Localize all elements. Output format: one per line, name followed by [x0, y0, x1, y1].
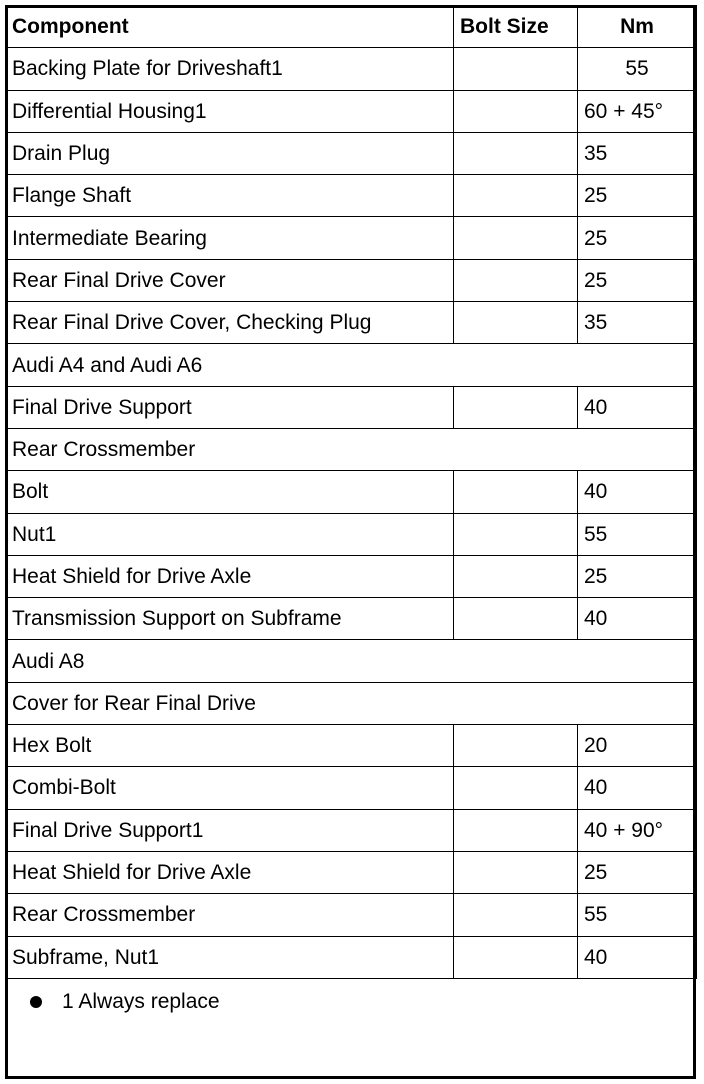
cell-component: Final Drive Support — [6, 386, 454, 428]
table-row — [6, 809, 697, 851]
cell-bolt-size — [454, 513, 578, 555]
cell-nm: 25 — [578, 217, 697, 259]
cell-component: Bolt — [6, 471, 454, 513]
cell-nm: 35 — [578, 302, 697, 344]
cell-nm: 40 — [578, 471, 697, 513]
section-row — [6, 428, 697, 470]
table-row — [6, 894, 697, 936]
cell-bolt-size — [454, 175, 578, 217]
cell-bolt-size — [454, 386, 578, 428]
cell-component: Rear Final Drive Cover — [6, 259, 454, 301]
cell-nm: 55 — [578, 894, 697, 936]
cell-bolt-size — [454, 936, 578, 978]
table-row — [6, 513, 697, 555]
cell-component: Heat Shield for Drive Axle — [6, 555, 454, 597]
cell-component: Combi-Bolt — [6, 767, 454, 809]
table-row — [6, 936, 697, 978]
torque-spec-table — [5, 5, 697, 979]
table-row — [6, 555, 697, 597]
cell-bolt-size — [454, 48, 578, 90]
cell-bolt-size — [454, 132, 578, 174]
cell-component: Final Drive Support1 — [6, 809, 454, 851]
section-row — [6, 640, 697, 682]
cell-nm: 25 — [578, 555, 697, 597]
table-row — [6, 90, 697, 132]
table-row — [6, 851, 697, 893]
table-row — [6, 725, 697, 767]
cell-bolt-size — [454, 851, 578, 893]
cell-nm: 25 — [578, 175, 697, 217]
cell-component: Rear Final Drive Cover, Checking Plug — [6, 302, 454, 344]
section-row — [6, 682, 697, 724]
section-title: Cover for Rear Final Drive — [6, 682, 697, 724]
cell-nm: 55 — [578, 513, 697, 555]
cell-component: Intermediate Bearing — [6, 217, 454, 259]
cell-nm: 25 — [578, 851, 697, 893]
cell-bolt-size — [454, 90, 578, 132]
cell-bolt-size — [454, 471, 578, 513]
table-row — [6, 302, 697, 344]
table-row — [6, 259, 697, 301]
cell-nm: 40 — [578, 936, 697, 978]
cell-bolt-size — [454, 259, 578, 301]
section-title: Audi A4 and Audi A6 — [6, 344, 697, 386]
cell-nm: 40 — [578, 386, 697, 428]
table-row — [6, 598, 697, 640]
cell-nm: 55 — [578, 48, 697, 90]
cell-nm: 40 — [578, 767, 697, 809]
cell-nm: 60 + 45° — [578, 90, 697, 132]
cell-component: Backing Plate for Driveshaft1 — [6, 48, 454, 90]
table-row — [6, 175, 697, 217]
header-component: Component — [6, 6, 454, 48]
table-row — [6, 217, 697, 259]
cell-bolt-size — [454, 555, 578, 597]
footnote-text: 1 Always replace — [62, 990, 220, 1013]
bullet-icon — [30, 996, 42, 1008]
cell-bolt-size — [454, 767, 578, 809]
table-body — [6, 48, 697, 979]
section-row — [6, 344, 697, 386]
cell-bolt-size — [454, 217, 578, 259]
table-row — [6, 48, 697, 90]
cell-bolt-size — [454, 725, 578, 767]
cell-bolt-size — [454, 598, 578, 640]
cell-component: Hex Bolt — [6, 725, 454, 767]
cell-bolt-size — [454, 302, 578, 344]
cell-bolt-size — [454, 894, 578, 936]
table-row — [6, 132, 697, 174]
table-row — [6, 386, 697, 428]
header-bolt-size: Bolt Size — [454, 6, 578, 48]
cell-nm: 40 + 90° — [578, 809, 697, 851]
footnote — [30, 990, 220, 1014]
cell-component: Nut1 — [6, 513, 454, 555]
cell-component: Differential Housing1 — [6, 90, 454, 132]
cell-bolt-size — [454, 809, 578, 851]
cell-component: Heat Shield for Drive Axle — [6, 851, 454, 893]
cell-component: Rear Crossmember — [6, 894, 454, 936]
table-header-row — [6, 6, 697, 48]
cell-component: Subframe, Nut1 — [6, 936, 454, 978]
cell-nm: 20 — [578, 725, 697, 767]
section-title: Audi A8 — [6, 640, 697, 682]
cell-nm: 35 — [578, 132, 697, 174]
cell-nm: 40 — [578, 598, 697, 640]
cell-component: Flange Shaft — [6, 175, 454, 217]
cell-component: Transmission Support on Subframe — [6, 598, 454, 640]
header-nm: Nm — [578, 6, 697, 48]
table-row — [6, 767, 697, 809]
cell-nm: 25 — [578, 259, 697, 301]
table-row — [6, 471, 697, 513]
cell-component: Drain Plug — [6, 132, 454, 174]
section-title: Rear Crossmember — [6, 428, 697, 470]
